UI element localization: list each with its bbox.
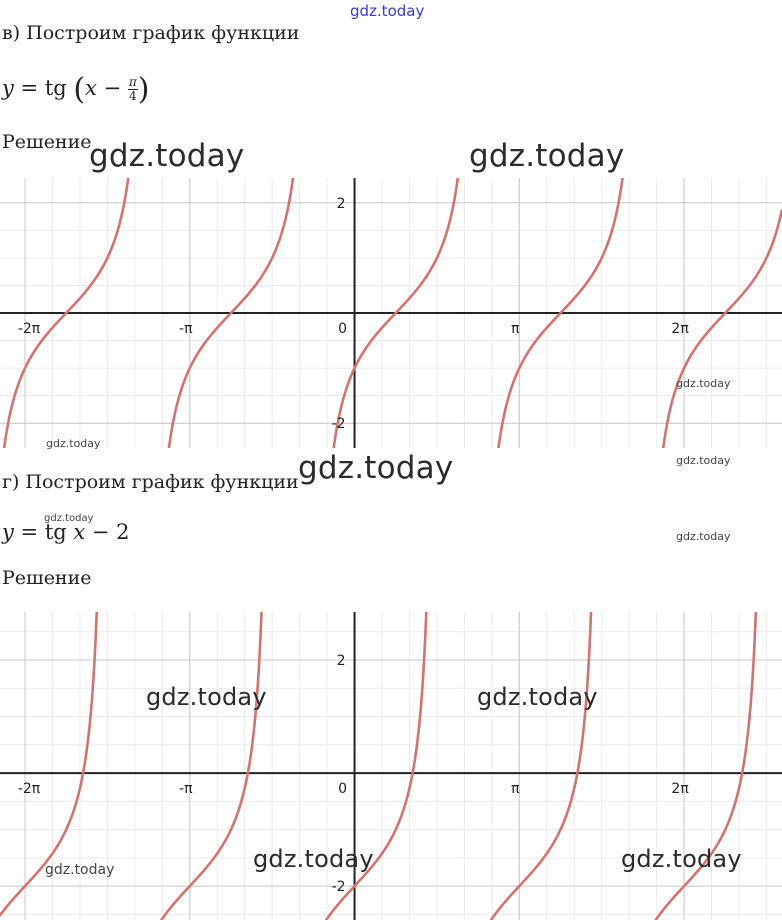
formula-minus: − — [96, 76, 128, 100]
x-tick-label: -π — [179, 321, 193, 337]
formula-rest: − 2 — [85, 520, 130, 544]
watermark-11: gdz.today — [253, 845, 374, 873]
x-tick-label: -2π — [17, 321, 41, 337]
y-tick-label: -2 — [331, 416, 346, 433]
open-paren: ( — [73, 72, 86, 107]
watermark-4: gdz.today — [46, 437, 101, 450]
watermark-6: gdz.today — [298, 450, 454, 486]
formula-lhs: y — [2, 520, 14, 544]
formula-var: x — [73, 520, 86, 544]
watermark-12: gdz.today — [621, 845, 742, 873]
y-tick-label: -2 — [331, 879, 346, 896]
watermark-1: gdz.today — [89, 138, 245, 174]
x-tick-label: -2π — [17, 781, 41, 798]
formula-eq: = tg — [13, 76, 74, 100]
watermark-9: gdz.today — [146, 683, 267, 711]
watermark-8: gdz.today — [676, 530, 731, 543]
part-g-heading: г) Построим график функции — [2, 471, 299, 493]
x-tick-label: 0 — [338, 321, 348, 337]
watermark-2: gdz.today — [469, 138, 625, 174]
watermark-7: gdz.today — [44, 513, 94, 524]
fraction-numerator: π — [128, 75, 137, 89]
watermark-top: gdz.today — [350, 2, 425, 20]
graph-tan-shifted — [0, 178, 782, 448]
formula-lhs: y — [2, 76, 14, 100]
watermark-10: gdz.today — [477, 683, 598, 711]
x-tick-label: 2π — [671, 781, 689, 798]
watermark-3: gdz.today — [676, 377, 731, 390]
x-tick-label: -π — [179, 781, 193, 798]
y-tick-label: 2 — [336, 195, 346, 212]
part-v-formula — [2, 72, 150, 107]
formula-fraction — [128, 76, 138, 103]
x-tick-label: 0 — [338, 781, 348, 798]
x-tick-label: π — [511, 781, 520, 798]
graph-tan-minus-2 — [0, 612, 782, 920]
formula-var: x — [85, 76, 97, 100]
fraction-denominator: 4 — [129, 89, 137, 103]
y-tick-label: 2 — [336, 653, 346, 670]
watermark-13: gdz.today — [45, 862, 115, 878]
x-tick-label: π — [511, 321, 520, 337]
x-tick-label: 2π — [671, 321, 689, 337]
watermark-5: gdz.today — [676, 454, 731, 467]
part-g-solution-label: Решение — [2, 567, 92, 589]
formula-eq: = tg — [13, 520, 74, 544]
part-v-solution-label: Решение — [2, 131, 92, 153]
grid — [0, 612, 782, 920]
part-v-heading: в) Построим график функции — [2, 22, 300, 44]
close-paren: ) — [137, 72, 150, 107]
